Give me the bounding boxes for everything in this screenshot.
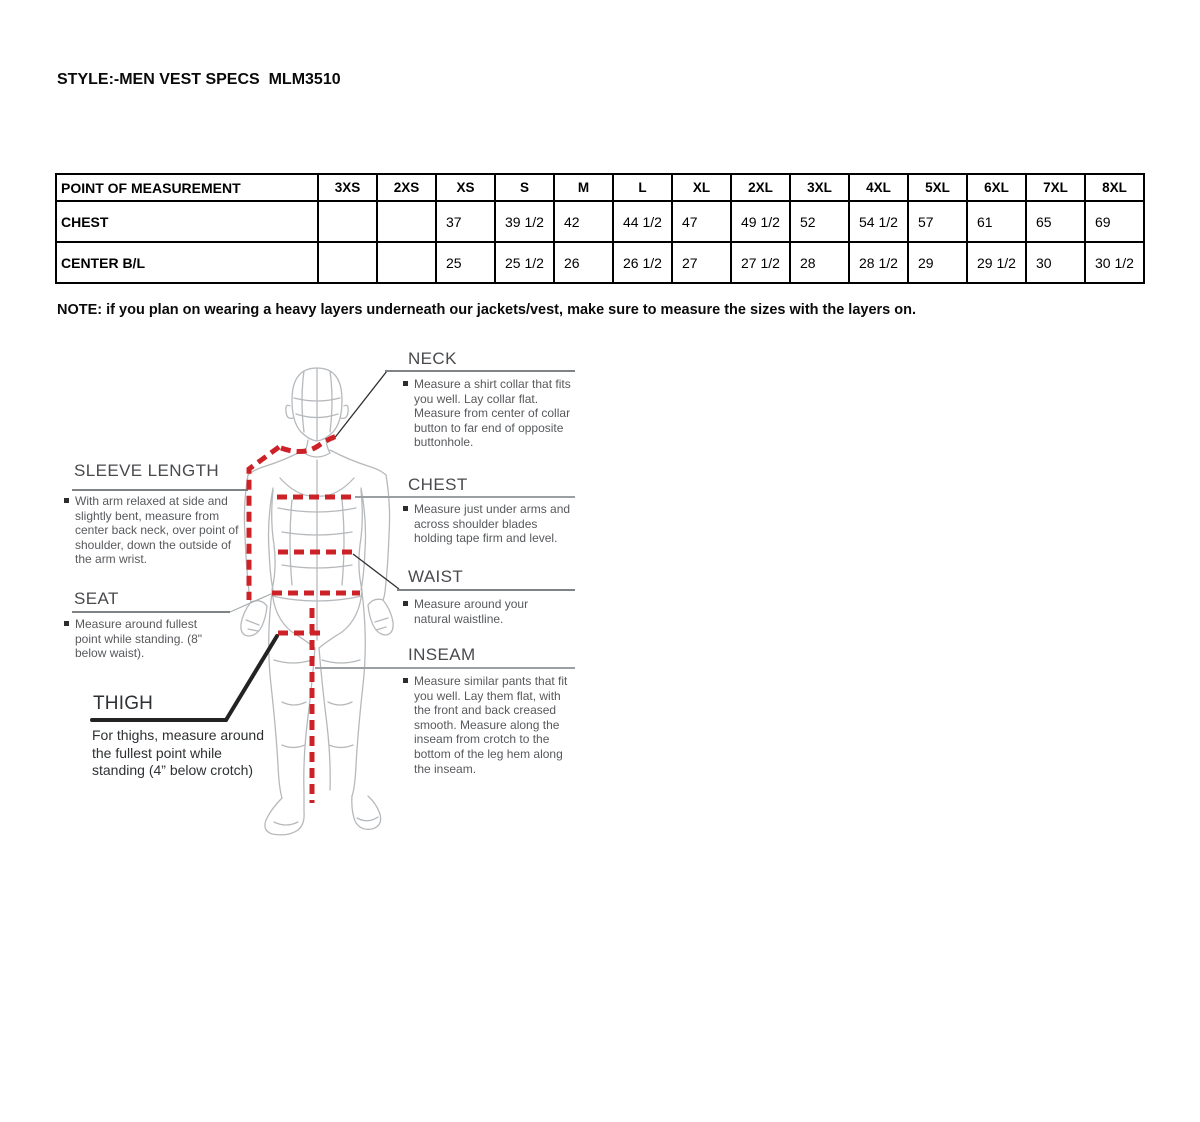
column-header: M	[554, 174, 613, 201]
bullet-square-icon	[403, 506, 408, 511]
column-header: 7XL	[1026, 174, 1085, 201]
column-header: 6XL	[967, 174, 1026, 201]
size-value-cell: 27 1/2	[731, 242, 790, 283]
size-value-cell: 42	[554, 201, 613, 242]
row-label: CHEST	[56, 201, 318, 242]
column-header: 5XL	[908, 174, 967, 201]
bullet-square-icon	[403, 678, 408, 683]
size-table-header-row	[56, 174, 1144, 201]
seat-heading: SEAT	[74, 589, 119, 608]
size-value-cell: 69	[1085, 201, 1144, 242]
note-text: NOTE: if you plan on wearing a heavy layers underneath our jackets/vest, make sure to measure the sizes with the layers on.	[57, 302, 917, 318]
size-value-cell: 39 1/2	[495, 201, 554, 242]
size-value-cell: 29	[908, 242, 967, 283]
page-title: STYLE:-MEN VEST SPECS MLM3510	[57, 71, 341, 88]
column-header: S	[495, 174, 554, 201]
waist-description: Measure around your natural waistline.	[403, 597, 553, 626]
row-label: CENTER B/L	[56, 242, 318, 283]
thigh-heading: THIGH	[93, 693, 154, 714]
size-value-cell	[318, 242, 377, 283]
size-value-cell: 26 1/2	[613, 242, 672, 283]
bullet-square-icon	[403, 601, 408, 606]
size-value-cell: 29 1/2	[967, 242, 1026, 283]
inseam-description: Measure similar pants that fit you well. Lay them flat, with the front and back creased smooth. Measure along the inseam from crotch to the bottom of the leg hem along the inseam.	[403, 674, 579, 776]
chest-heading: CHEST	[408, 475, 468, 494]
seat-description: Measure around fullest point while standing. (8" below waist).	[64, 617, 219, 661]
size-value-cell: 61	[967, 201, 1026, 242]
neck-heading: NECK	[408, 349, 457, 368]
size-value-cell	[377, 201, 436, 242]
size-value-cell: 52	[790, 201, 849, 242]
size-table	[55, 173, 1145, 284]
column-header: 3XL	[790, 174, 849, 201]
size-value-cell	[318, 201, 377, 242]
size-value-cell: 65	[1026, 201, 1085, 242]
size-value-cell: 49 1/2	[731, 201, 790, 242]
column-header: 3XS	[318, 174, 377, 201]
column-header: XS	[436, 174, 495, 201]
bullet-square-icon	[64, 498, 69, 503]
size-value-cell: 25 1/2	[495, 242, 554, 283]
column-header: 2XS	[377, 174, 436, 201]
size-value-cell: 30 1/2	[1085, 242, 1144, 283]
inseam-heading: INSEAM	[408, 645, 476, 664]
bullet-square-icon	[403, 381, 408, 386]
sleeve-length-heading: SLEEVE LENGTH	[74, 461, 220, 480]
size-value-cell: 47	[672, 201, 731, 242]
size-value-cell: 57	[908, 201, 967, 242]
column-header: 2XL	[731, 174, 790, 201]
size-value-cell: 26	[554, 242, 613, 283]
size-value-cell: 30	[1026, 242, 1085, 283]
thigh-description: For thighs, measure around the fullest point while standing (4” below crotch)	[92, 727, 264, 778]
sleeve-length-description: With arm relaxed at side and slightly bent, measure from center back neck, over point of shoulder, down the outside of the arm wrist.	[64, 494, 242, 567]
size-value-cell: 28	[790, 242, 849, 283]
column-header: XL	[672, 174, 731, 201]
size-value-cell: 28 1/2	[849, 242, 908, 283]
size-value-cell	[377, 242, 436, 283]
size-value-cell: 27	[672, 242, 731, 283]
column-header: 4XL	[849, 174, 908, 201]
neck-description: Measure a shirt collar that fits you well. Lay collar flat. Measure from center of collar button to far end of opposite buttonhole.	[403, 377, 575, 450]
table-row-center-bl	[56, 242, 1144, 283]
size-value-cell: 25	[436, 242, 495, 283]
column-header: 8XL	[1085, 174, 1144, 201]
column-header: L	[613, 174, 672, 201]
size-value-cell: 54 1/2	[849, 201, 908, 242]
chest-description: Measure just under arms and across shoulder blades holding tape firm and level.	[403, 502, 575, 546]
bullet-square-icon	[64, 621, 69, 626]
waist-heading: WAIST	[408, 567, 464, 586]
size-value-cell: 37	[436, 201, 495, 242]
table-row-chest	[56, 201, 1144, 242]
size-value-cell: 44 1/2	[613, 201, 672, 242]
column-header: POINT OF MEASUREMENT	[56, 174, 318, 201]
